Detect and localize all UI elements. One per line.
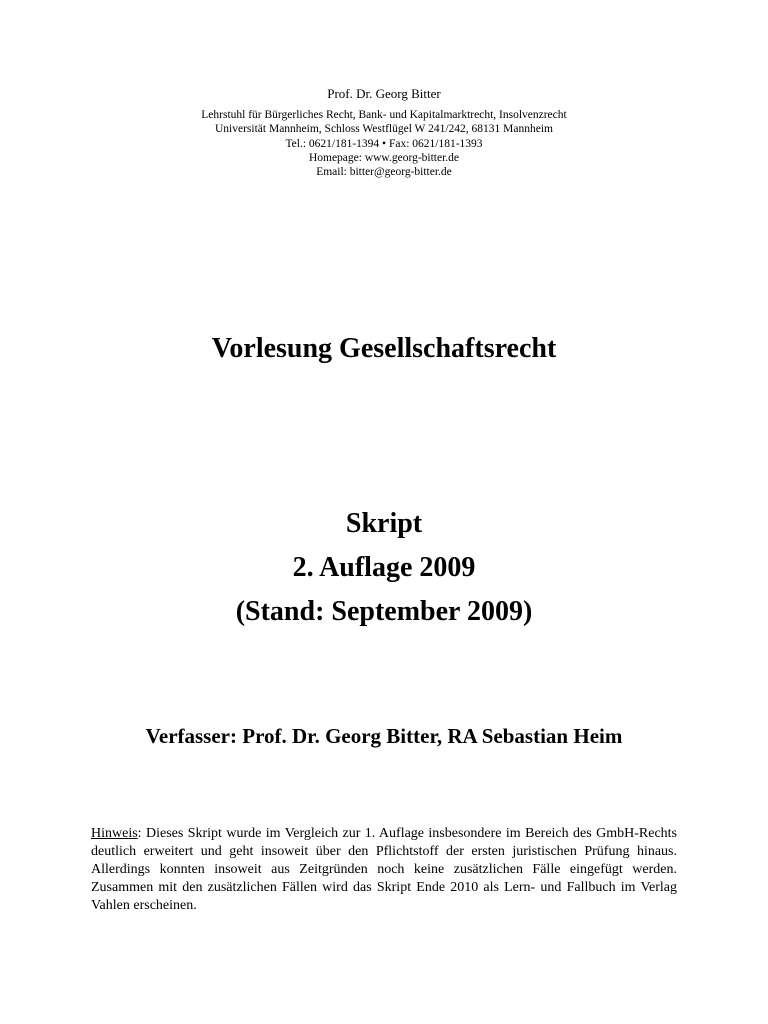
header-block bbox=[0, 86, 768, 179]
phone-fax-line: Tel.: 0621/181-1394 • Fax: 0621/181-1393 bbox=[285, 137, 483, 150]
chair-line: Lehrstuhl für Bürgerliches Recht, Bank- und Kapitalmarktrecht, Insolvenzrecht bbox=[201, 109, 567, 121]
edition-block bbox=[0, 502, 768, 634]
homepage-line: Homepage: www.georg-bitter.de bbox=[308, 151, 460, 164]
note-paragraph bbox=[91, 825, 677, 915]
email-line: Email: bitter@georg-bitter.de bbox=[316, 166, 452, 179]
authors-line: Verfasser: Prof. Dr. Georg Bitter, RA Sebastian Heim bbox=[145, 724, 623, 748]
document-title: Vorlesung Gesellschaftsrecht bbox=[211, 333, 557, 364]
note-separator: : bbox=[137, 826, 146, 841]
address-line: Universität Mannheim, Schloss Westflügel W 241/242, 68131 Mannheim bbox=[215, 123, 553, 136]
header-author: Prof. Dr. Georg Bitter bbox=[327, 86, 441, 101]
skript-label: Skript bbox=[345, 508, 423, 539]
edition-line: 2. Auflage 2009 bbox=[292, 552, 476, 583]
note-label: Hinweis bbox=[91, 826, 138, 841]
status-date-line: (Stand: September 2009) bbox=[235, 596, 533, 627]
note-text: Dieses Skript wurde im Vergleich zur 1. Auflage insbesondere im Bereich des GmbH-Rechts deutlich erweitert und geht insoweit über den Pflichtstoff der ersten juristischen Prüfung hinaus. Allerdings konnten insoweit aus Zeitgründen noch keine zusätzlichen Fälle eingefügt werden. Zusammen mit den zusätzlichen Fällen wird das Skript Ende 2010 als Lern- und Fallbuch im Verlag Vahlen erscheinen. bbox=[91, 826, 678, 913]
